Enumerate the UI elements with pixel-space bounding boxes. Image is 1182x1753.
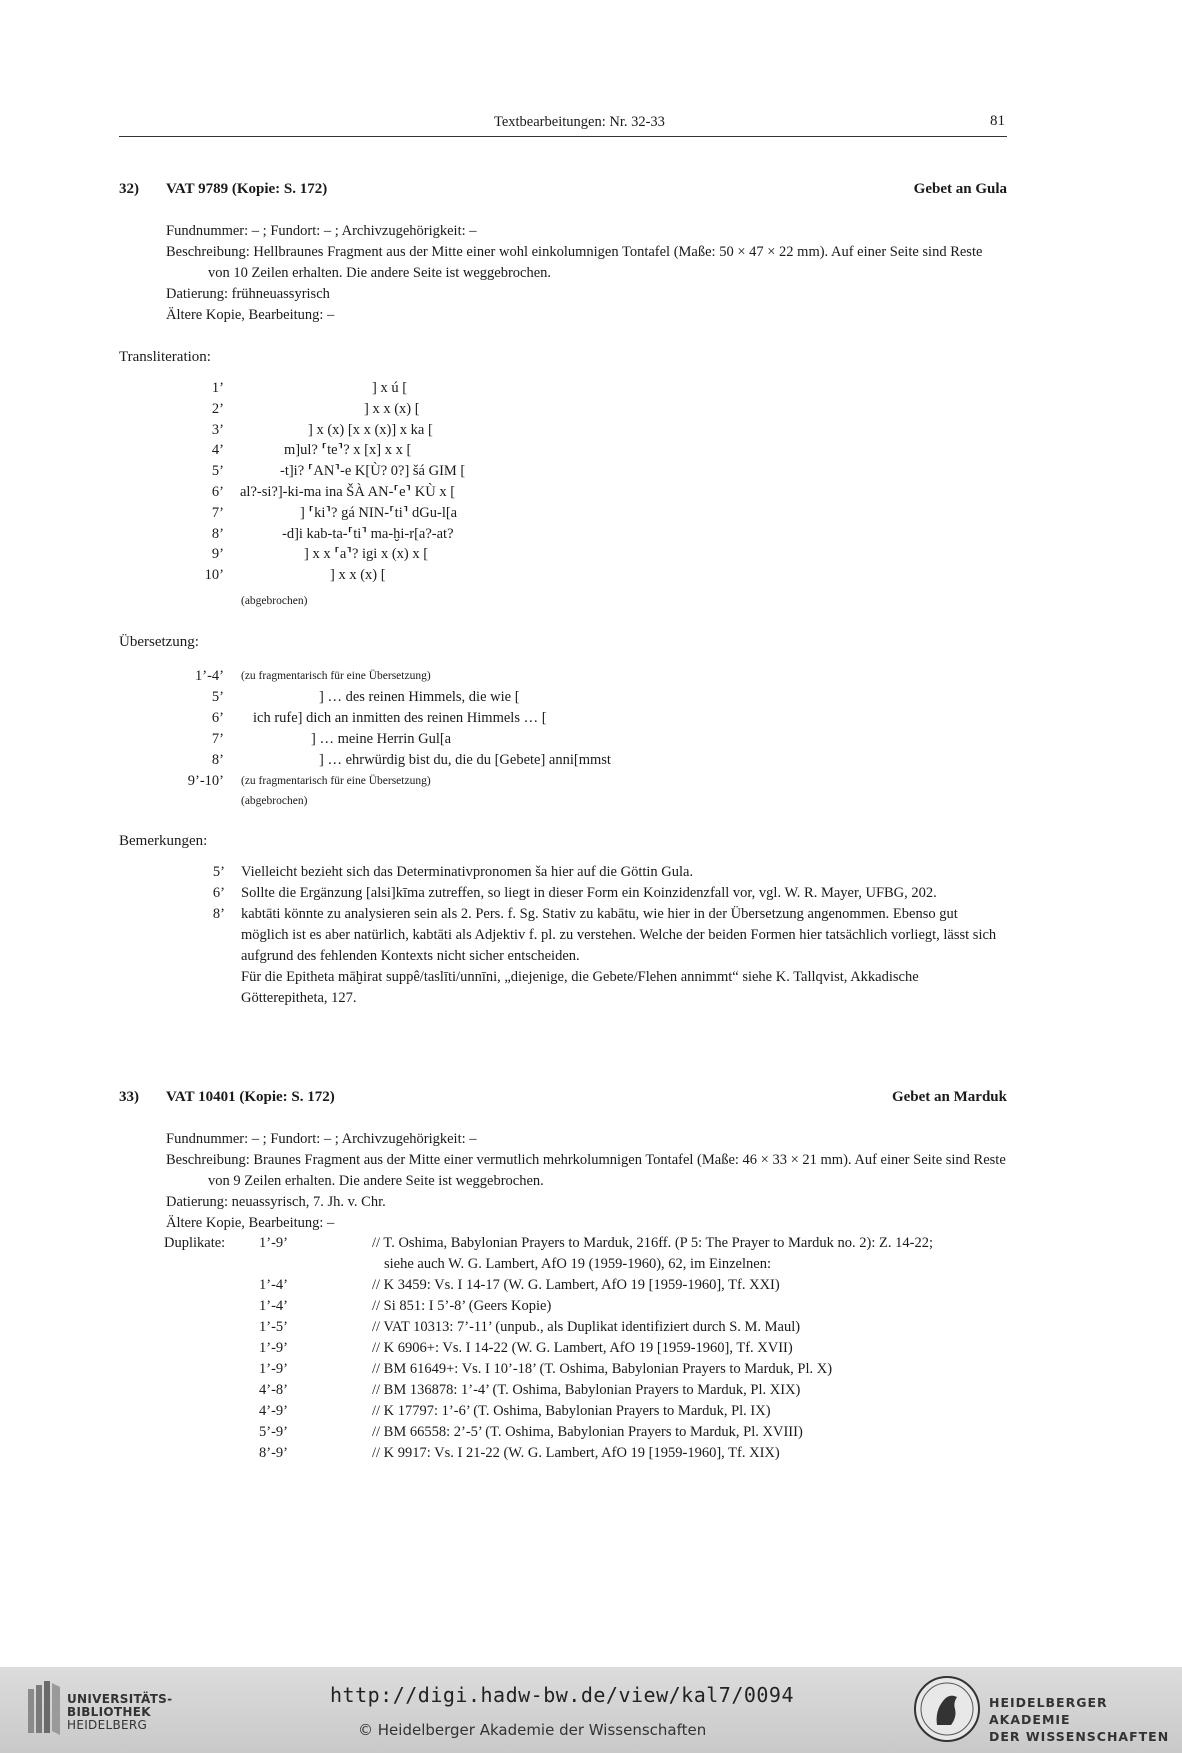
bemerkungen-heading: Bemerkungen: [119,833,208,849]
page-number: 81 [990,113,1005,129]
translit-line-text: ] x ú [ [372,380,408,396]
translit-line-text: al?-si?]-ki-ma ina ŠÀ AN-⸢e⸣ KÙ x [ [240,484,456,500]
duplikat-reference: // BM 61649+: Vs. I 10’-18’ (T. Oshima, Babylonian Prayers to Marduk, Pl. X) [372,1361,833,1377]
duplikat-reference: // T. Oshima, Babylonian Prayers to Marduk, 216ff. (P 5: The Prayer to Marduk no. 2): Z. 14-22; [372,1235,933,1251]
duplikat-reference: // K 3459: Vs. I 14-17 (W. G. Lambert, AfO 19 [1959-1960], Tf. XXI) [372,1277,780,1293]
translit-line-number: 6’ [211,484,224,500]
translit-line-text: -d]i kab-ta-⸢ti⸣ ma-ḫi-r[a?-at? [282,525,454,542]
duplikat-range: 1’-9’ [259,1235,288,1251]
bemerkung-line-ref [160,967,241,1009]
running-title: Textbearbeitungen: Nr. 32-33 [494,114,665,130]
duplikat-range: 1’-9’ [259,1361,288,1377]
uebersetzung-line-number: 8’ [211,752,224,768]
translit-line-number: 8’ [211,525,224,542]
translit-line-number: 3’ [211,421,224,438]
entry-32-subject: Gebet an Gula [913,181,1007,197]
uebersetzung-line-number: 6’ [211,710,224,726]
beschreibung: Beschreibung: Hellbraunes Fragment aus der Mitte einer wohl einkolumnigen Tontafel (Maße: 50 × 47 × 22 mm). Auf einer Seite sind Reste von 10 Zeilen erhalten. Die andere Seite ist weggebrochen. [166,244,983,281]
duplikat-reference: // VAT 10313: 7’-11’ (unpub., als Duplikat identifiziert durch S. M. Maul) [372,1319,801,1335]
translit-line-number: 5’ [211,463,224,480]
library-line-1: UNIVERSITÄTS- [67,1692,173,1706]
duplikat-range: 4’-8’ [259,1382,288,1398]
uebersetzung-line-text: (zu fragmentarisch für eine Übersetzung) [241,670,431,682]
bemerkung-text: Für die Epitheta māḫirat suppê/taslīti/unnīni, „diejenige, die Gebete/Flehen annimmt“ siehe K. Tallqvist, Akkadische Götterepitheta, 127. [241,969,919,1006]
uebersetzung-line-number: 5’ [211,689,224,705]
duplikat-range: 4’-9’ [259,1403,288,1419]
transliteration-heading: Transliteration: [119,349,211,365]
library-line-2: BIBLIOTHEK [67,1705,151,1719]
bemerkung-text: kabtāti könnte zu analysieren sein als 2. Pers. f. Sg. Stativ zu kabātu, wie hier in der Übersetzung angenommen. Ebenso gut möglich ist es aber natürlich, kabtāti als Adjektiv f. pl. zu verstehen. Welche der beiden Formen hier tatsächlich vorliegt, lässt sich aufgrund des fehlenden Kontexts nicht sicher entscheiden. [241,906,997,964]
academy-name [989,1694,1182,1745]
entry-32-number: 32) [119,181,139,197]
uebersetzung-end: (abgebrochen) [241,795,308,807]
duplikat-range: 5’-9’ [259,1424,288,1440]
aeltere-kopie: Ältere Kopie, Bearbeitung: – [166,1215,335,1231]
duplikat-reference: // BM 66558: 2’-5’ (T. Oshima, Babylonian Prayers to Marduk, Pl. XVIII) [372,1424,803,1440]
transliteration-end: (abgebrochen) [241,595,308,607]
translit-line-number: 2’ [211,400,224,417]
translit-line-text: -t]i? ⸢AN⸣-e K[Ù? 0?] šá GIM [ [280,463,466,480]
translit-line-text: ] x (x) [x x (x)] x ka [ [308,421,433,438]
footer-bar [0,1667,1182,1753]
beschreibung: Beschreibung: Braunes Fragment aus der Mitte einer vermutlich mehrkolumnigen Tontafel (Maße: 46 × 33 × 21 mm). Auf einer Seite sind Reste von 9 Zeilen erhalten. Die andere Seite ist weggebrochen. [166,1152,1006,1189]
translit-line-number: 7’ [211,504,224,521]
bemerkung-5 [160,862,1007,883]
header-rule [119,136,1007,137]
academy-seal-icon [913,1675,981,1743]
uebersetzung-line-number: 1’-4’ [195,668,224,684]
duplikat-reference-cont: siehe auch W. G. Lambert, AfO 19 (1959-1960), 62, im Einzelnen: [384,1256,771,1272]
duplikat-range: 1’-4’ [259,1277,288,1293]
aeltere-kopie: Ältere Kopie, Bearbeitung: – [166,307,335,323]
duplikat-reference: // BM 136878: 1’-4’ (T. Oshima, Babylonian Prayers to Marduk, Pl. XIX) [372,1382,801,1398]
entry-32-title: VAT 9789 (Kopie: S. 172) [166,181,328,197]
uebersetzung-line-text: ich rufe] dich an inmitten des reinen Himmels … [ [253,710,547,726]
copyright-notice: © Heidelberger Akademie der Wissenschaften [358,1721,707,1739]
bemerkung-line-ref: 5’ [212,864,225,880]
translit-line-text: m]ul? ⸢te⸣? x [x] x x [ [284,442,412,459]
duplikate-label: Duplikate: [164,1235,226,1251]
translit-line-text: ] ⸢ki⸣? gá NIN-⸢ti⸣ dGu-l[a [300,504,458,521]
duplikat-range: 8’-9’ [259,1445,288,1461]
translit-line-number: 1’ [211,380,224,396]
translit-line-text: ] x x ⸢a⸣? igi x (x) x [ [304,546,429,563]
bemerkung-8-cont [160,967,1007,1009]
entry-33-subject: Gebet an Marduk [891,1089,1007,1105]
bemerkung-line-ref: 8’ [212,906,225,922]
duplikat-range: 1’-5’ [259,1319,288,1335]
uebersetzung-line-number: 9’-10’ [187,773,224,789]
uebersetzung-line-text: ] … ehrwürdig bist du, die du [Gebete] anni[mmst [319,752,611,768]
bemerkung-text: Vielleicht bezieht sich das Determinativpronomen ša hier auf die Göttin Gula. [241,864,694,880]
translit-line-text: ] x x (x) [ [330,567,386,584]
fundnummer: Fundnummer: – ; Fundort: – ; Archivzugehörigkeit: – [166,1131,477,1147]
datierung: Datierung: frühneuassyrisch [166,286,330,302]
fundnummer: Fundnummer: – ; Fundort: – ; Archivzugehörigkeit: – [166,223,477,239]
translit-line-number: 4’ [211,442,224,459]
bemerkung-line-ref: 6’ [212,885,225,901]
entry-33-title: VAT 10401 (Kopie: S. 172) [166,1089,335,1105]
duplikat-range: 1’-9’ [259,1340,288,1356]
uebersetzung-line-text: ] … meine Herrin Gul[a [311,731,452,747]
academy-line-2: DER WISSENSCHAFTEN [989,1729,1170,1744]
uebersetzung-heading: Übersetzung: [119,634,199,650]
translit-line-number: 9’ [211,546,224,563]
duplikat-reference: // Si 851: I 5’-8’ (Geers Kopie) [372,1298,552,1314]
bemerkung-text: Sollte die Ergänzung [alsi]kīma zutreffen, so liegt in dieser Form ein Koinzidenzfall vor, vgl. W. R. Mayer, UFBG, 202. [241,885,937,901]
permalink-url[interactable]: http://digi.hadw-bw.de/view/kal7/0094 [330,1683,795,1707]
bemerkungen-block [160,862,1007,1009]
academy-line-1: HEIDELBERGER AKADEMIE [989,1695,1108,1727]
translit-line-number: 10’ [204,567,224,584]
uebersetzung-line-text: ] … des reinen Himmels, die wie [ [319,689,520,705]
library-line-3: HEIDELBERG [67,1718,148,1732]
duplikat-reference: // K 17797: 1’-6’ (T. Oshima, Babylonian Prayers to Marduk, Pl. IX) [372,1403,771,1419]
duplikat-reference: // K 6906+: Vs. I 14-22 (W. G. Lambert, AfO 19 [1959-1960], Tf. XVII) [372,1340,793,1356]
entry-32-meta [166,221,1007,326]
uebersetzung-line-text: (zu fragmentarisch für eine Übersetzung) [241,775,431,787]
datierung: Datierung: neuassyrisch, 7. Jh. v. Chr. [166,1194,386,1210]
duplikat-reference: // K 9917: Vs. I 21-22 (W. G. Lambert, AfO 19 [1959-1960], Tf. XIX) [372,1445,780,1461]
duplikat-range: 1’-4’ [259,1298,288,1314]
entry-33-meta [166,1129,1007,1234]
library-books-icon [26,1679,62,1737]
library-name [67,1693,172,1732]
bemerkung-8 [160,904,1007,967]
uebersetzung-line-number: 7’ [211,731,224,747]
bemerkung-6 [160,883,1007,904]
translit-line-text: ] x x (x) [ [364,400,420,417]
entry-33-number: 33) [119,1089,139,1105]
